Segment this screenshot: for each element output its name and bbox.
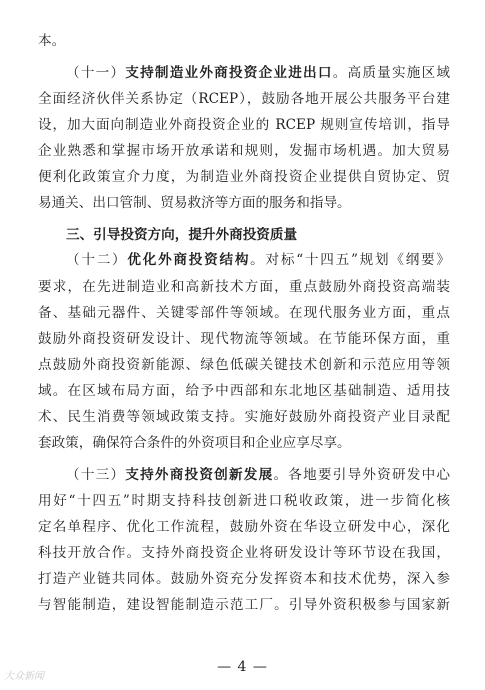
paragraph-12-line-1: （十二）优化外商投资结构。对标“十四五”规划《纲要》 [66,252,450,268]
paragraph-12-line-5: 点鼓励外商投资新能源、绿色低碳关键技术创新和示范应用等领 [38,357,450,373]
paragraph-12-line-7: 术、民生消费等领域政策支持。实施好鼓励外商投资产业目录配 [38,409,450,425]
paragraph-11-line-3: 设，加大面向制造业外商投资企业的 RCEP 规则宣传培训，指导 [38,117,450,133]
paragraph-12-title: 优化外商投资结构 [127,252,251,268]
paragraph-13-line-3: 定名单程序、优化工作流程，鼓励外资在华设立研发中心，深化 [38,519,450,535]
paragraph-13-line-2: 用好“十四五”时期支持科技创新进口税收政策，进一步简化核 [38,493,450,509]
paragraph-line: 本。 [38,33,66,49]
page-number: — 4 — [217,659,268,675]
paragraph-11-line-1: （十一）支持制造业外商投资企业进出口。高质量实施区域 [66,65,450,81]
paragraph-11-line-5: 便利化政策宣介力度，为制造业外商投资企业提供自贸协定、贸 [38,169,450,185]
watermark-logo: 大众新闻 [4,671,44,682]
paragraph-11-line-6: 易通关、出口管制、贸易救济等方面的服务和指导。 [38,195,351,211]
paragraph-11-line-2: 全面经济伙伴关系协定（RCEP），鼓励各地开展公共服务平台建 [38,91,450,107]
paragraph-12-line-6: 域。在区域布局方面，给予中西部和东北地区基础制造、适用技 [38,383,450,399]
paragraph-12-line-8: 套政策，确保符合条件的外资项目和企业应享尽享。 [38,435,351,451]
paragraph-11-line-4: 企业熟悉和掌握市场开放承诺和规则，发掘市场机遇。加大贸易 [38,143,450,159]
paragraph-11-title: 支持制造业外商投资企业进出口 [125,65,333,81]
paragraph-13-line-1: （十三）支持外商投资创新发展。各地要引导外资研发中心 [66,467,450,483]
paragraph-13-line-4: 科技开放合作。支持外商投资企业将研发设计等环节设在我国， [38,545,450,561]
paragraph-13-line-5: 打造产业链共同体。鼓励外资充分发挥资本和技术优势，深入参 [38,571,450,587]
paragraph-12-line-3: 备、基础元器件、关键零部件等领域。在现代服务业方面，重点 [38,305,450,321]
paragraph-12-line-2: 要求，在先进制造业和高新技术方面，重点鼓励外商投资高端装 [38,279,450,295]
paragraph-13-line-6: 与智能制造，建设智能制造示范工厂。引导外资积极参与国家新 [38,597,450,613]
paragraph-13-title: 支持外商投资创新发展 [125,467,274,483]
section-heading: 三、引导投资方向，提升外商投资质量 [66,227,298,243]
paragraph-12-line-4: 鼓励外商投资研发设计、现代物流等领域。在节能环保方面，重 [38,331,450,347]
